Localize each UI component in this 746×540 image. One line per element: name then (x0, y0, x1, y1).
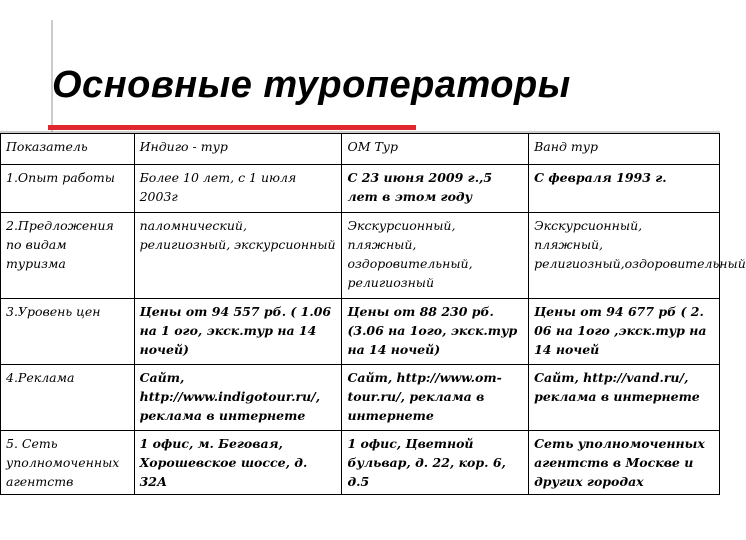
table-cell: Более 10 лет, с 1 июля 2003г (134, 165, 342, 213)
table-row-prices (1, 299, 720, 365)
table-row-offerings (1, 213, 720, 299)
table-cell: Сеть уполномоченных агентств в Москве и других городах (529, 431, 720, 495)
table-cell: 3.Уровень цен (1, 299, 135, 365)
table-cell: паломнический, религиозный, экскурсионный (134, 213, 342, 299)
tour-operators-table (0, 133, 746, 495)
table-cell: Сайт, http://www.om-tour.ru/, реклама в интернете (342, 365, 529, 431)
table-cell: Сайт, http://vand.ru/, реклама в интернете (529, 365, 720, 431)
table-cell: 2.Предложения по видам туризма (1, 213, 135, 299)
table-cell: Цены от 94 557 рб. ( 1.06 на 1 ого, экск.тур на 14 ночей) (134, 299, 342, 365)
header-cell-indigo-tour: Индиго - тур (134, 134, 342, 165)
table-row-experience (1, 165, 720, 213)
table-row-agencies (1, 431, 720, 495)
header-cell-om-tour: ОМ Тур (342, 134, 529, 165)
table-cell: С февраля 1993 г. (529, 165, 720, 213)
table-cell: Цены от 94 677 рб ( 2. 06 на 1ого ,экск.тур на 14 ночей (529, 299, 720, 365)
title-accent-line (48, 125, 416, 130)
table-cell: 1.Опыт работы (1, 165, 135, 213)
table-header-row (1, 134, 720, 165)
slide-title: Основные туроператоры (52, 64, 571, 106)
table-cell: 5. Сеть уполномоченных агентств (1, 431, 135, 495)
table-row-advertising (1, 365, 720, 431)
table-cell: Экскурсионный, пляжный, оздоровительный, религиозный (342, 213, 529, 299)
table-cell: Экскурсионный, пляжный, религиозный,оздоровительный (529, 213, 720, 299)
table-cell: Сайт, http://www.indigotour.ru/, реклама в интернете (134, 365, 342, 431)
header-cell-vand-tour: Ванд тур (529, 134, 720, 165)
table-cell: С 23 июня 2009 г.,5 лет в этом году (342, 165, 529, 213)
table-cell: 1 офис, Цветной бульвар, д. 22, кор. 6, д.5 (342, 431, 529, 495)
table-cell: Цены от 88 230 рб.(3.06 на 1ого, экск.тур на 14 ночей) (342, 299, 529, 365)
table-cell: 4.Реклама (1, 365, 135, 431)
table-cell: 1 офис, м. Беговая, Хорошевское шоссе, д. 32А (134, 431, 342, 495)
header-cell-indicator: Показатель (1, 134, 135, 165)
